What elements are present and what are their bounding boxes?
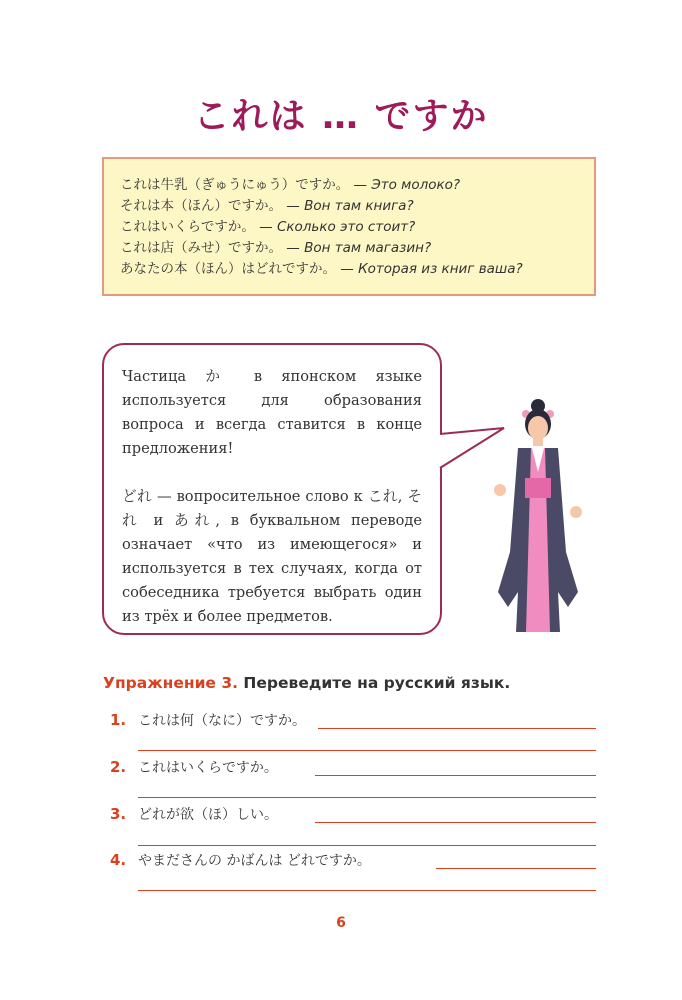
exercise-heading <box>103 674 510 692</box>
example-line <box>120 217 594 238</box>
bubble-paragraph-2: どれ — вопросительное слово к これ, それ и あれ, в буквальном переводе означает «что из имеющегося» и используется в тех случаях, когда от собеседника требуется выбрать один из трёх и более предметов. <box>122 488 422 625</box>
example-ru: — Вон там магазин? <box>286 240 432 256</box>
example-jp: あなたの本（ほん）はどれですか。 <box>120 261 336 277</box>
answer-line[interactable] <box>436 868 596 869</box>
example-line <box>120 196 594 217</box>
example-line <box>120 175 594 196</box>
example-jp: これは店（みせ）ですか。 <box>120 240 282 256</box>
bubble-paragraph-1: Частица か в японском языке используется для образования вопроса и всегда ставится в конце предложения! <box>122 368 422 457</box>
example-jp: それは本（ほん）ですか。 <box>120 198 282 214</box>
example-jp: これは牛乳（ぎゅうにゅう）ですか。 <box>120 177 350 193</box>
item-number: 2. <box>110 758 127 776</box>
example-ru: — Вон там книга? <box>286 198 414 214</box>
item-number: 4. <box>110 851 127 869</box>
exercise-instruction: Переведите на русский язык. <box>243 674 511 692</box>
item-text: これは何（なに）ですか。 <box>138 713 306 729</box>
page-title: これは … ですか <box>193 96 489 137</box>
example-line <box>120 238 594 259</box>
item-text: これはいくらですか。 <box>138 760 278 776</box>
page-number: 6 <box>336 915 346 931</box>
item-text: どれが欲（ほ）しい。 <box>138 807 278 823</box>
kimono-woman-illustration <box>488 392 588 637</box>
example-ru: — Которая из книг ваша? <box>340 261 523 277</box>
exercise-item <box>110 757 278 777</box>
item-number: 3. <box>110 805 127 823</box>
example-ru: — Сколько это стоит? <box>259 219 416 235</box>
item-text: やまださんの かばんは どれですか。 <box>138 853 371 869</box>
answer-line[interactable] <box>138 750 596 751</box>
answer-line[interactable] <box>138 797 596 798</box>
answer-line[interactable] <box>315 822 596 823</box>
example-ru: — Это молоко? <box>353 177 461 193</box>
example-jp: これはいくらですか。 <box>120 219 255 235</box>
speech-bubble <box>102 343 442 635</box>
answer-line[interactable] <box>138 890 596 891</box>
item-number: 1. <box>110 711 127 729</box>
exercise-item <box>110 710 306 730</box>
answer-line[interactable] <box>315 775 596 776</box>
exercise-item <box>110 850 371 870</box>
exercise-label: Упражнение 3. <box>103 674 239 692</box>
answer-line[interactable] <box>318 728 596 729</box>
exercise-item <box>110 804 278 824</box>
answer-line[interactable] <box>138 845 596 846</box>
example-line <box>120 259 594 280</box>
examples-box <box>102 157 596 296</box>
